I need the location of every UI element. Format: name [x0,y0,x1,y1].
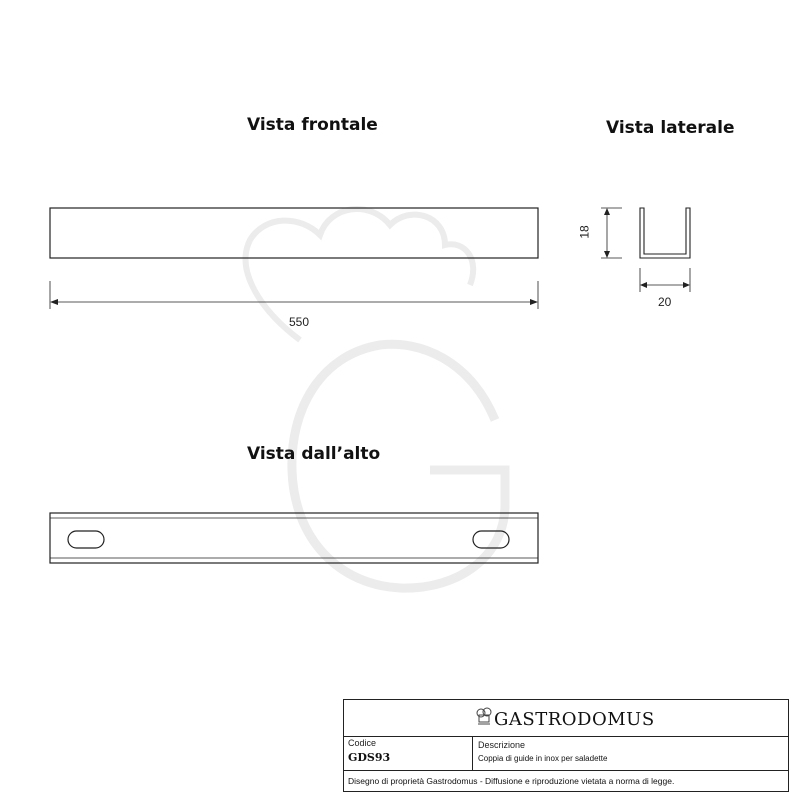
title-block [343,699,789,792]
code-cell [344,736,473,770]
brand-name: GASTRODOMUS [494,709,655,730]
side-view-title: Vista laterale [606,118,735,138]
title-block-info-row [344,736,788,771]
title-block-logo-row [344,700,788,737]
description-label: Descrizione [478,740,526,750]
width-dimension: 20 [658,295,672,309]
chef-hat-logo-icon [474,706,494,728]
height-dimension: 18 [577,225,592,239]
length-dimension: 550 [289,315,310,329]
front-view-title: Vista frontale [247,115,378,135]
top-view [50,513,538,563]
copyright-notice: Disegno di proprietà Gastrodomus - Diffusione e riproduzione vietata a norma di legge. [348,776,675,786]
code-value: GDS93 [348,751,391,764]
description-value: Coppia di guide in inox per saladette [478,754,608,763]
side-view [601,208,690,292]
top-view-title: Vista dall’alto [247,444,381,464]
left-slot [68,531,104,548]
watermark-logo-icon [246,209,505,588]
code-label: Codice [348,738,377,748]
